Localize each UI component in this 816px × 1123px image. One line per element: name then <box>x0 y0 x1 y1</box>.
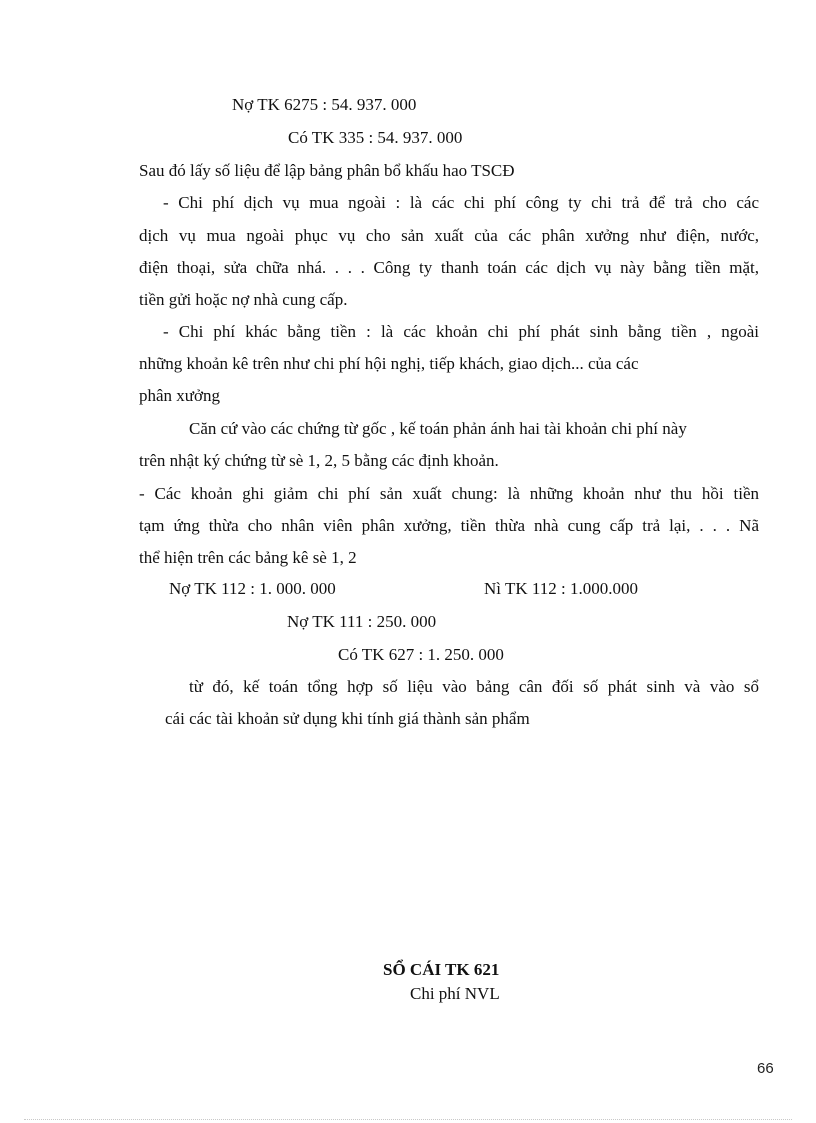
entry-no-112: Nợ TK 112 : 1. 000. 000 <box>169 579 336 598</box>
entry-no-6275: Nợ TK 6275 : 54. 937. 000 <box>232 95 417 114</box>
paragraph-dich-vu-line-3: điện thoại, sửa chữa nhá. . . . Công ty thanh toán các dịch vụ này bằng tiền mặt, <box>139 258 759 277</box>
entry-ni-112: Nì TK 112 : 1.000.000 <box>484 579 638 598</box>
paragraph-giam-line-1: - Các khoản ghi giảm chi phí sản xuất chung: là những khoản như thu hồi tiền <box>139 484 759 503</box>
paragraph-dich-vu-line-2: dịch vụ mua ngoài phục vụ cho sản xuất của các phân xưởng như điện, nước, <box>139 226 759 245</box>
paragraph-khac-line-2: những khoản kê trên như chi phí hội nghị, tiếp khách, giao dịch... của các <box>139 354 639 373</box>
entry-no-111: Nợ TK 111 : 250. 000 <box>287 612 437 631</box>
paragraph-can-cu-line-2: trên nhật ký chứng từ sè 1, 2, 5 bằng các định khoản. <box>139 451 499 470</box>
entry-co-335: Có TK 335 : 54. 937. 000 <box>288 128 463 147</box>
footer-divider <box>24 1119 792 1120</box>
page-number: 66 <box>757 1060 774 1077</box>
paragraph-giam-line-3: thể hiện trên các bảng kê sè 1, 2 <box>139 548 357 567</box>
paragraph-khac-line-1: - Chi phí khác bằng tiền : là các khoản chi phí phát sinh bằng tiền , ngoài <box>163 322 759 341</box>
closing-line-2: cái các tài khoản sử dụng khi tính giá thành sản phẩm <box>165 709 530 728</box>
entry-co-627: Có TK 627 : 1. 250. 000 <box>338 645 504 664</box>
closing-line-1: từ đó, kế toán tổng hợp số liệu vào bảng cân đối số phát sinh và vào sổ <box>189 677 759 696</box>
intro-text: Sau đó lấy số liệu để lập bảng phân bổ khấu hao TSCĐ <box>139 161 515 180</box>
paragraph-giam-line-2: tạm ứng thừa cho nhân viên phân xưởng, tiền thừa nhà cung cấp trả lại, . . . Nã <box>139 516 759 535</box>
paragraph-dich-vu-line-1: - Chi phí dịch vụ mua ngoài : là các chi phí công ty chi trả để trả cho các <box>163 193 759 212</box>
paragraph-dich-vu-line-4: tiền gửi hoặc nợ nhà cung cấp. <box>139 290 348 309</box>
ledger-title: SỔ CÁI TK 621 <box>383 960 500 979</box>
paragraph-can-cu-line-1: Căn cứ vào các chứng từ gốc , kế toán phản ánh hai tài khoản chi phí này <box>189 419 687 438</box>
ledger-subtitle: Chi phí NVL <box>410 984 500 1003</box>
paragraph-khac-line-3: phân xưởng <box>139 386 220 405</box>
